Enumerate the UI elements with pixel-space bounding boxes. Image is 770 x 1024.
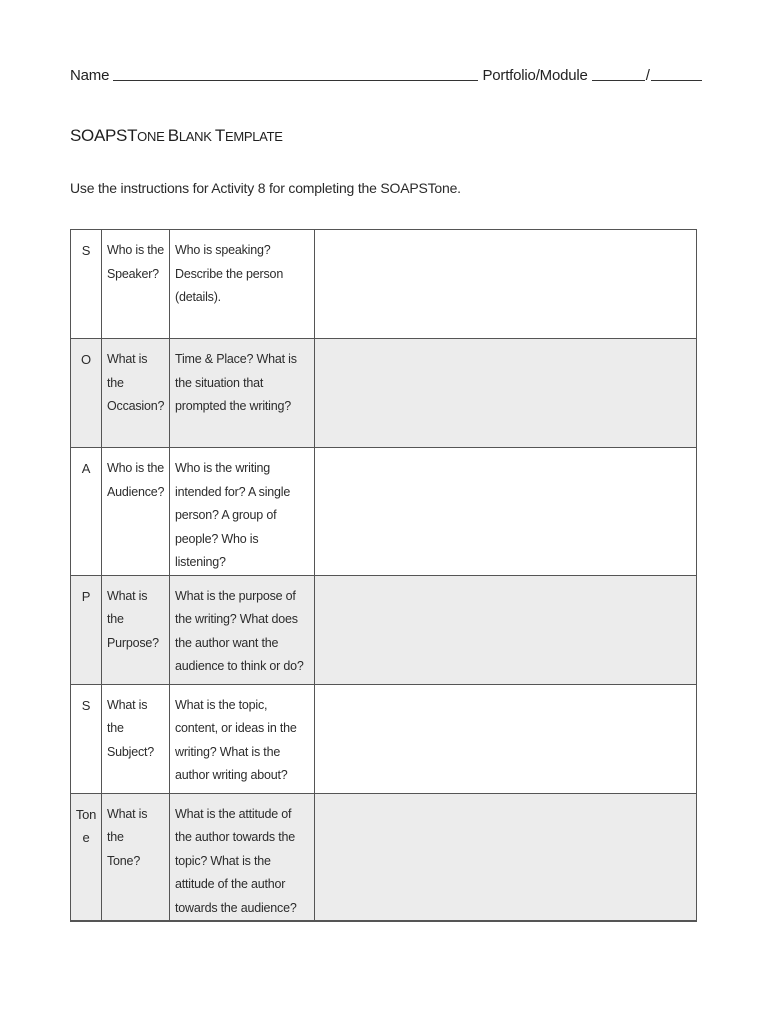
question-term: Purpose (107, 635, 153, 650)
row-answer-field[interactable] (315, 575, 697, 684)
row-question (102, 230, 170, 339)
row-description: Time & Place? What is the situation that prompted the writing? (170, 339, 315, 448)
row-answer-field[interactable] (315, 230, 697, 339)
row-letter: S (71, 230, 102, 339)
question-suffix: ? (152, 635, 159, 650)
row-description: Who is the writing intended for? A single person? A group of people? Who is listening? (170, 448, 315, 576)
table-row (71, 684, 697, 793)
row-question (102, 793, 170, 921)
header-line (70, 62, 702, 84)
row-question (102, 575, 170, 684)
question-term: Occasion (107, 399, 158, 413)
row-question (102, 339, 170, 448)
question-prefix: What is the (107, 697, 148, 735)
question-term: Subject (107, 744, 148, 759)
portfolio-field[interactable] (592, 67, 645, 81)
question-term: Speaker (107, 266, 153, 281)
question-suffix: ? (147, 744, 155, 759)
question-prefix: What is the (107, 352, 148, 390)
row-answer-field[interactable] (315, 448, 697, 576)
question-suffix: ? (157, 484, 165, 499)
question-term: Audience (107, 484, 158, 499)
row-letter: A (71, 448, 102, 576)
row-description: What is the purpose of the writing? What does the author want the audience to think or do? (170, 575, 315, 684)
table-row (71, 793, 697, 921)
portfolio-module-label: Portfolio/Module (482, 67, 588, 84)
row-description: What is the attitude of the author towards the topic? What is the attitude of the author towards the audience? (170, 793, 315, 921)
title-part-3: B (167, 126, 179, 145)
name-field[interactable] (113, 67, 478, 81)
row-letter: O (71, 339, 102, 448)
row-letter: P (71, 575, 102, 684)
title-part-6: EMPLATE (224, 129, 283, 144)
table-row (71, 230, 697, 339)
question-prefix: Who is the (107, 243, 165, 257)
question-suffix: ? (133, 853, 141, 868)
table-row (71, 575, 697, 684)
row-letter: S (71, 684, 102, 793)
soapstone-table (70, 229, 697, 922)
title-part-4: LANK (178, 129, 215, 144)
instructions-text: Use the instructions for Activity 8 for completing the SOAPSTone. (70, 180, 461, 196)
table-row (71, 339, 697, 448)
page-title (70, 126, 283, 146)
title-part-2: ONE (137, 129, 168, 144)
row-description: What is the topic, content, or ideas in the writing? What is the author writing about? (170, 684, 315, 793)
title-part-5: T (214, 126, 225, 145)
name-label: Name (70, 67, 110, 84)
row-description: Who is speaking? Describe the person (details). (170, 230, 315, 339)
question-prefix: Who is the (107, 461, 165, 475)
question-prefix: What is the (107, 806, 148, 844)
question-suffix: ? (157, 399, 165, 413)
module-field[interactable] (651, 67, 702, 81)
question-suffix: ? (152, 266, 159, 281)
question-term: Tone (107, 853, 134, 868)
row-answer-field[interactable] (315, 339, 697, 448)
row-answer-field[interactable] (315, 684, 697, 793)
row-letter: Ton e (71, 793, 102, 921)
title-part-1: SOAPST (70, 126, 138, 145)
row-question (102, 448, 170, 576)
row-question (102, 684, 170, 793)
row-answer-field[interactable] (315, 793, 697, 921)
slash-separator: / (645, 67, 650, 84)
table-row (71, 448, 697, 576)
question-prefix: What is the (107, 588, 148, 626)
